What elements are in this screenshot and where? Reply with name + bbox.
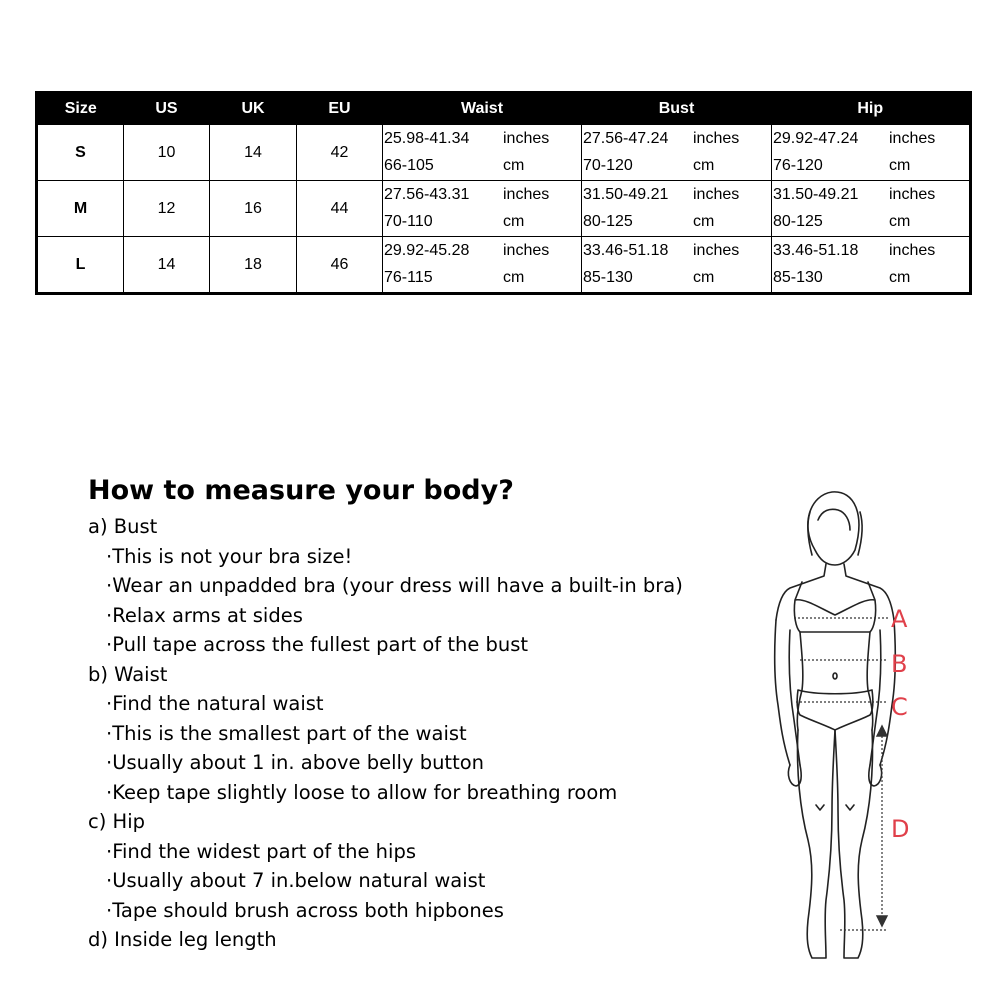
guide-item: ·Wear an unpadded bra (your dress will have a built-in bra) [106,574,683,597]
guide-item: ·This is not your bra size! [106,544,353,568]
hip-cell [772,125,971,181]
unit-cm: cm [503,213,525,231]
guide-item: ·This is the smallest part of the waist [106,721,467,745]
guide-item: ·Find the widest part of the hips [106,839,416,863]
unit-inches: inches [693,241,740,259]
size-cell: M [37,181,124,237]
marker-c: C [891,693,908,721]
hip-cm-value: 76-120 [773,157,823,175]
unit-inches: inches [889,185,936,203]
unit-inches: inches [889,241,936,259]
header-eu: EU [297,93,383,125]
bust-cell [582,181,772,237]
unit-cm: cm [693,269,715,287]
waist-cell [383,125,582,181]
arrow-up-icon [877,726,887,736]
table-row [37,125,971,181]
briefs-outline [797,690,873,730]
bust-inches-value: 33.46-51.18 [583,241,669,259]
size-chart-table [35,91,972,295]
unit-cm: cm [503,157,525,175]
header-bust: Bust [582,93,772,125]
table-row [37,237,971,294]
guide-item: ·Usually about 7 in.below natural waist [106,869,486,892]
section-label-inside-leg: d) Inside leg length [88,928,277,951]
unit-inches: inches [693,185,740,203]
guide-item: ·Tape should brush across both hipbones [106,898,504,922]
uk-cell: 14 [210,125,297,181]
waist-inches-value: 27.56-43.31 [384,185,470,203]
waist-cm-value: 70-110 [384,213,433,231]
unit-cm: cm [889,213,911,231]
eu-cell: 46 [297,237,383,294]
uk-cell: 16 [210,181,297,237]
section-label-waist: b) Waist [88,662,168,686]
waist-cm-value: 66-105 [384,157,434,175]
head-outline [808,492,859,565]
bust-cm-value: 85-130 [583,269,633,287]
eu-cell: 44 [297,181,383,237]
guide-title: How to measure your body? [88,475,514,506]
marker-b: B [891,650,908,678]
hip-cm-value: 80-125 [773,213,823,231]
unit-inches: inches [503,129,550,147]
section-label-bust: a) Bust [88,515,158,538]
hip-cell [772,237,971,294]
unit-cm: cm [503,269,525,287]
eu-cell: 42 [297,125,383,181]
us-cell: 12 [124,181,210,237]
table-row [37,181,971,237]
marker-a: A [891,605,908,633]
header-hip: Hip [772,93,971,125]
waist-cell [383,237,582,294]
table-header-row [37,93,971,125]
bust-cell [582,125,772,181]
section-label-hip: c) Hip [88,810,145,833]
bust-inches-value: 31.50-49.21 [583,185,669,203]
hip-inches-value: 33.46-51.18 [773,241,859,259]
bust-cm-value: 80-125 [583,213,633,231]
arrow-down-icon [877,916,887,926]
bust-cell [582,237,772,294]
measure-guide [88,470,728,955]
unit-inches: inches [693,129,740,147]
hip-inches-value: 31.50-49.21 [773,185,859,203]
waist-inches-value: 29.92-45.28 [384,241,470,259]
guide-item: ·Keep tape slightly loose to allow for breathing room [106,780,618,804]
guide-item: ·Find the natural waist [106,692,324,715]
marker-d: D [891,815,910,843]
unit-inches: inches [889,129,936,147]
waist-cm-value: 76-115 [384,269,433,287]
unit-cm: cm [693,157,715,175]
hip-cm-value: 85-130 [773,269,823,287]
size-cell: L [37,237,124,294]
size-cell: S [37,125,124,181]
guide-item: ·Pull tape across the fullest part of the bust [106,633,529,656]
header-size: Size [37,93,124,125]
body-figure-illustration [760,480,930,970]
hip-cell [772,181,971,237]
bust-inches-value: 27.56-47.24 [583,129,669,147]
unit-cm: cm [889,157,911,175]
header-waist: Waist [383,93,582,125]
unit-cm: cm [889,269,911,287]
waist-cell [383,181,582,237]
unit-inches: inches [503,185,550,203]
hip-inches-value: 29.92-47.24 [773,129,859,147]
header-uk: UK [210,93,297,125]
us-cell: 14 [124,237,210,294]
header-us: US [124,93,210,125]
waist-inches-value: 25.98-41.34 [384,129,470,147]
unit-inches: inches [503,241,550,259]
unit-cm: cm [693,213,715,231]
uk-cell: 18 [210,237,297,294]
us-cell: 10 [124,125,210,181]
bust-cm-value: 70-120 [583,157,633,175]
bra-outline [794,582,875,632]
guide-item: ·Usually about 1 in. above belly button [106,751,485,774]
guide-item: ·Relax arms at sides [106,603,303,627]
